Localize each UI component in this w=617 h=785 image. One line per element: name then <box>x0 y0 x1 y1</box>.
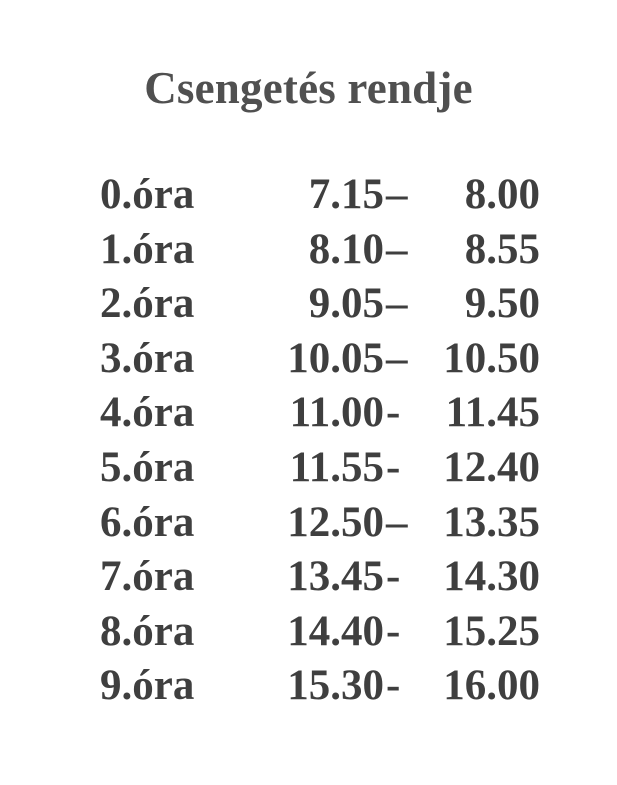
lesson-label: 1.óra <box>100 225 195 273</box>
time-separator: – <box>386 225 408 273</box>
schedule-row <box>0 443 617 498</box>
end-time: 12.40 <box>443 443 540 491</box>
start-time: 11.00 <box>289 389 384 437</box>
bell-schedule <box>0 170 617 716</box>
end-time: 8.00 <box>464 171 540 218</box>
schedule-row <box>0 334 617 389</box>
time-separator: - <box>386 389 401 437</box>
lesson-label: 7.óra <box>100 553 195 601</box>
time-separator: – <box>386 498 408 546</box>
end-time: 13.35 <box>443 498 540 546</box>
lesson-label: 2.óra <box>100 280 195 328</box>
start-time: 7.15 <box>308 171 384 218</box>
schedule-row <box>0 225 617 280</box>
schedule-row <box>0 498 617 553</box>
start-time: 10.05 <box>287 334 384 382</box>
time-separator: - <box>386 607 401 655</box>
schedule-row <box>0 388 617 443</box>
lesson-label: 5.óra <box>100 443 195 491</box>
lesson-label: 6.óra <box>100 498 195 546</box>
end-time: 10.50 <box>443 334 540 382</box>
start-time: 11.55 <box>289 443 384 491</box>
end-time: 16.00 <box>443 662 540 710</box>
end-time: 11.45 <box>445 389 540 437</box>
time-separator: – <box>386 171 408 218</box>
start-time: 8.10 <box>308 225 384 273</box>
end-time: 8.55 <box>464 225 540 273</box>
schedule-row <box>0 661 617 716</box>
schedule-row <box>0 279 617 334</box>
start-time: 12.50 <box>287 498 384 546</box>
lesson-label: 3.óra <box>100 334 195 382</box>
time-separator: – <box>386 280 408 328</box>
start-time: 14.40 <box>287 607 384 655</box>
schedule-row <box>0 170 617 225</box>
lesson-label: 4.óra <box>100 389 195 437</box>
page-title: Csengetés rendje <box>144 63 473 113</box>
lesson-label: 8.óra <box>100 607 195 655</box>
time-separator: - <box>386 553 401 601</box>
time-separator: - <box>386 662 401 710</box>
schedule-row <box>0 552 617 607</box>
time-separator: – <box>386 334 408 382</box>
start-time: 9.05 <box>308 280 384 328</box>
end-time: 14.30 <box>443 553 540 601</box>
end-time: 15.25 <box>443 607 540 655</box>
schedule-row <box>0 607 617 662</box>
end-time: 9.50 <box>464 280 540 328</box>
start-time: 13.45 <box>287 553 384 601</box>
start-time: 15.30 <box>287 662 384 710</box>
time-separator: - <box>386 443 401 491</box>
lesson-label: 9.óra <box>100 662 195 710</box>
lesson-label: 0.óra <box>100 171 195 218</box>
